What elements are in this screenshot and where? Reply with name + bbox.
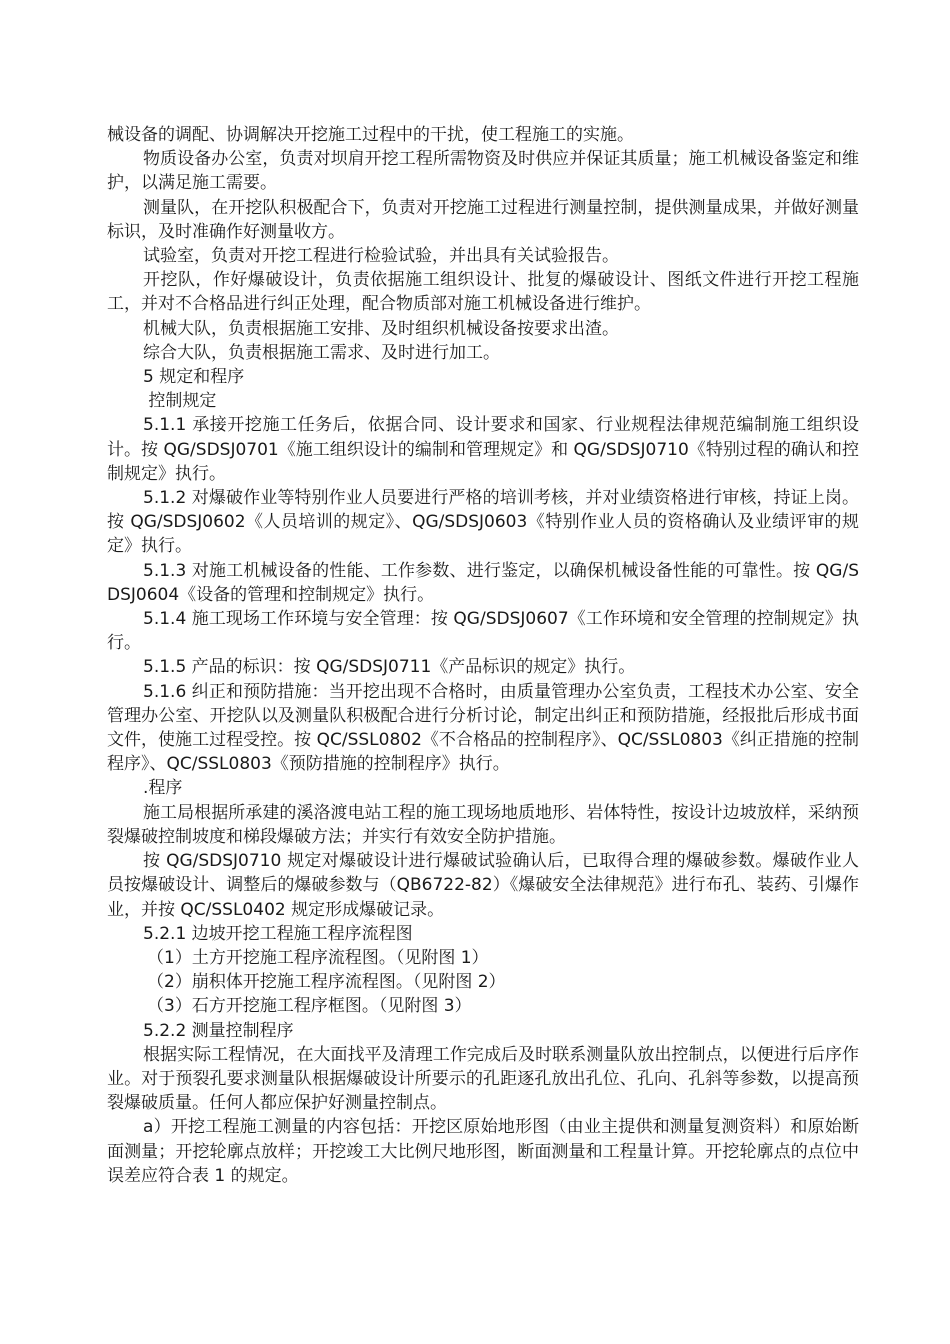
paragraph-equipment-coordination: 械设备的调配、协调解决开挖施工过程中的干扰，使工程施工的实施。 xyxy=(107,125,634,145)
paragraph-survey-team: 测量队，在开挖队积极配合下，负责对开挖施工过程进行测量控制，提供测量成果，并做好测量标识，及时准确作好测量收方。 xyxy=(107,197,859,242)
paragraph-survey-control: 根据实际工程情况，在大面找平及清理工作完成后及时联系测量队放出控制点，以便进行后序作业。对于预裂孔要求测量队根据爆破设计所要示的孔距逐孔放出孔位、孔向、孔斜等参数，以提高预裂爆破质量。任何人都应保护好测量控制点。 xyxy=(107,1044,859,1114)
clause-5-1-4: 5.1.4 施工现场工作环境与安全管理：按 QG/SDSJ0607《工作环境和安全管理的控制规定》执行。 xyxy=(107,609,859,654)
subsection-heading-control-rules: 控制规定 xyxy=(143,391,217,412)
clause-5-1-2: 5.1.2 对爆破作业等特别作业人员要进行严格的培训考核，并对业绩资格进行审核，持证上岗。按 QG/SDSJ0602《人员培训的规定》、QG/SDSJ0603《特别作业人员的资格确认及业绩评审的规定》执行。 xyxy=(107,488,859,557)
document-body xyxy=(107,123,859,1188)
clause-5-1-5: 5.1.5 产品的标识：按 QG/SDSJ0711《产品标识的规定》执行。 xyxy=(143,657,636,678)
list-item-rock-flowchart: （3）石方开挖施工程序框图。（见附图 3） xyxy=(147,996,472,1017)
paragraph-survey-contents: a）开挖工程施工测量的内容包括：开挖区原始地形图（由业主提供和测量复测资料）和原始断面测量；开挖轮廓点放样；开挖竣工大比例尺地形图，断面测量和工程量计算。开挖轮廓点的点位中误差应符合表 1 的规定。 xyxy=(107,1117,859,1186)
clause-5-2-2-heading: 5.2.2 测量控制程序 xyxy=(143,1020,294,1041)
paragraph-excavation-team: 开挖队，作好爆破设计，负责依据施工组织设计、批复的爆破设计、图纸文件进行开挖工程施工，并对不合格品进行纠正处理，配合物质部对施工机械设备进行维护。 xyxy=(107,270,859,315)
paragraph-site-geology: 施工局根据所承建的溪洛渡电站工程的施工现场地质地形、岩体特性，按设计边坡放样，采纳预裂爆破控制坡度和梯段爆破方法；并实行有效安全防护措施。 xyxy=(107,802,859,847)
paragraph-material-office: 物质设备办公室，负责对坝肩开挖工程所需物资及时供应并保证其质量；施工机械设备鉴定和维护，以满足施工需要。 xyxy=(107,149,859,194)
paragraph-lab: 试验室，负责对开挖工程进行检验试验，并出具有关试验报告。 xyxy=(143,246,619,267)
clause-5-1-3: 5.1.3 对施工机械设备的性能、工作参数、进行鉴定，以确保机械设备性能的可靠性。按 QG/SDSJ0604《设备的管理和控制规定》执行。 xyxy=(107,560,859,605)
paragraph-blasting-test: 按 QG/SDSJ0710 规定对爆破设计进行爆破试验确认后，已取得合理的爆破参数。爆破作业人员按爆破设计、调整后的爆破参数与（QB6722-82）《爆破安全法律规范》进行布孔、装药、引爆作业，并按 QC/SSL0402 规定形成爆破记录。 xyxy=(107,851,859,920)
clause-5-2-1-heading: 5.2.1 边坡开挖工程施工程序流程图 xyxy=(143,923,413,944)
list-item-earthwork-flowchart: （1）土方开挖施工程序流程图。（见附图 1） xyxy=(147,947,489,968)
paragraph-general-brigade: 综合大队，负责根据施工需求、及时进行加工。 xyxy=(143,342,500,363)
subsection-heading-procedure: .程序 xyxy=(143,778,183,799)
clause-5-1-1: 5.1.1 承接开挖施工任务后，依据合同、设计要求和国家、行业规程法律规范编制施工组织设计。按 QG/SDSJ0701《施工组织设计的编制和管理规定》和 QG/SDSJ0710《特别过程的确认和控制规定》执行。 xyxy=(107,415,859,484)
clause-5-1-6: 5.1.6 纠正和预防措施：当开挖出现不合格时，由质量管理办公室负责，工程技术办公室、安全管理办公室、开挖队以及测量队积极配合进行分析讨论，制定出纠正和预防措施，经报批后形成书面文件，使施工过程受控。按 QC/SSL0802《不合格品的控制程序》、QC/SSL0803《纠正措施的控制程序》、QC/SSL0803《预防措施的控制程序》执行。 xyxy=(107,681,859,775)
list-item-colluvium-flowchart: （2）崩积体开挖施工程序流程图。（见附图 2） xyxy=(147,972,506,993)
paragraph-machinery-brigade: 机械大队，负责根据施工安排、及时组织机械设备按要求出渣。 xyxy=(143,318,619,339)
section-heading-rules-procedures: 5 规定和程序 xyxy=(143,367,245,388)
